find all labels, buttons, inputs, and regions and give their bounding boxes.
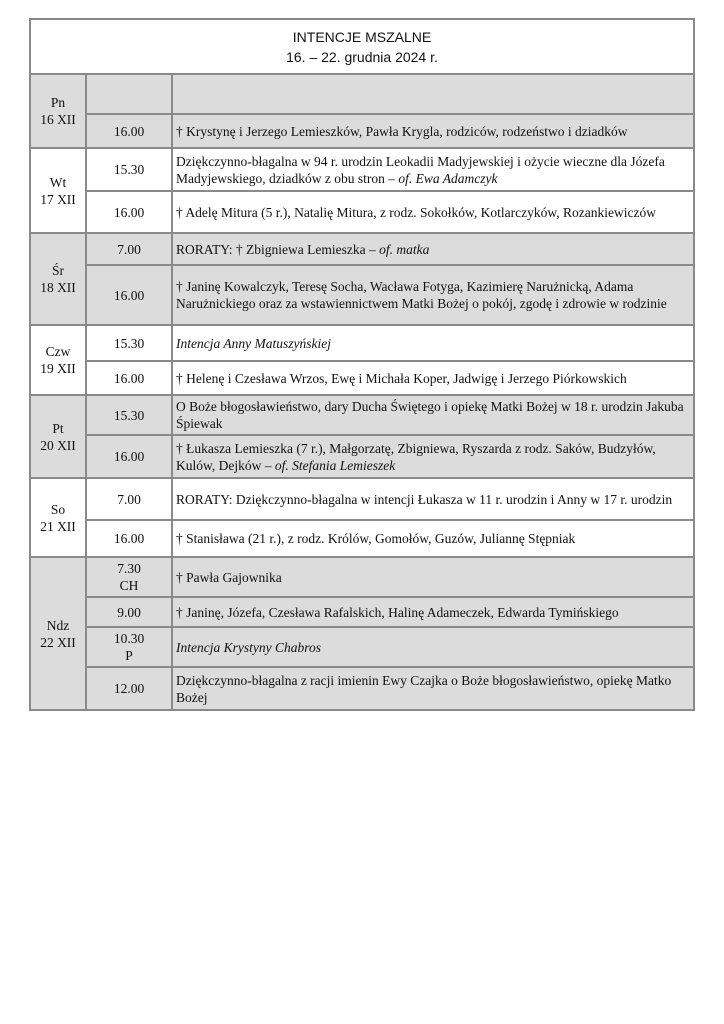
intention-cell: † Krystynę i Jerzego Lemieszków, Pawła Krygla, rodziców, rodzeństwo i dziadków [172,114,694,148]
day-cell [30,148,86,233]
day-cell [30,233,86,325]
time-cell: 16.00 [86,265,172,325]
time-cell: 15.30 [86,325,172,361]
table-header [30,19,694,74]
time-cell: 16.00 [86,361,172,395]
intentions-document [29,18,695,711]
mass-row [30,233,694,265]
day-date: 22 XII [40,634,76,650]
intention-italic: Intencja Krystyny Chabros [176,639,321,655]
mass-row [30,191,694,233]
day-name: Czw [45,344,71,359]
intention-cell: † Pawła Gajownika [172,557,694,597]
mass-row [30,325,694,361]
time-cell [86,557,172,597]
day-name: Pn [50,95,66,110]
mass-row [30,520,694,557]
day-cell [30,74,86,148]
intentions-table [29,18,695,711]
day-date: 20 XII [40,437,76,453]
day-name: Śr [51,263,64,278]
time-value: 7.30 [117,561,141,576]
offered-by: of. matka [379,241,430,257]
intention-cell [172,74,694,114]
time-cell: 9.00 [86,597,172,627]
day-name: Wt [49,174,67,190]
time-cell [86,74,172,114]
offered-by: of. Ewa Adamczyk [398,170,498,186]
day-date: 19 XII [40,361,76,376]
time-cell: 16.00 [86,435,172,478]
time-cell: 7.00 [86,478,172,520]
intention-cell: † Adelę Mitura (5 r.), Natalię Mitura, z rodz. Sokołków, Kotlarczyków, Rozankiewiczów [172,191,694,233]
mass-row [30,557,694,597]
mass-row [30,597,694,627]
mass-row [30,361,694,395]
intention-cell: O Boże błogosławieństwo, dary Ducha Świętego i opiekę Matki Bożej w 18 r. urodzin Jakuba Śpiewak [172,395,694,435]
intention-cell [172,627,694,667]
time-cell: 16.00 [86,114,172,148]
day-name: Ndz [46,617,70,633]
day-date: 21 XII [40,518,76,534]
mass-row [30,265,694,325]
intention-text: † Łukasza Lemieszka (7 r.), Małgorzatę, Zbigniewa, Ryszarda z rodz. Saków, Budzyłów, Kulów, Dejków – [176,440,656,473]
intention-cell [172,325,694,361]
time-cell [86,627,172,667]
mass-row [30,148,694,191]
day-date: 18 XII [40,280,76,295]
day-name: Pt [52,420,64,436]
mass-row [30,395,694,435]
mass-row [30,478,694,520]
mass-row [30,435,694,478]
intention-cell: † Helenę i Czesława Wrzos, Ewę i Michała Koper, Jadwigę i Jerzego Piórkowskich [172,361,694,395]
mass-row [30,74,694,114]
offered-by: of. Stefania Lemieszek [274,457,396,473]
date-range: 16. – 22. grudnia 2024 r. [286,48,438,65]
day-date: 17 XII [40,191,76,207]
intention-cell: † Janinę Kowalczyk, Teresę Socha, Wacława Fotyga, Kazimierę Narużnicką, Adama Narużnickiego oraz za wstawiennictwem Matki Bożej o pokój, zgodę i zdrowie w rodzinie [172,265,694,325]
time-cell: 16.00 [86,191,172,233]
day-cell [30,395,86,478]
intention-text: RORATY: † Zbigniewa Lemieszka – [176,241,380,257]
mass-row [30,627,694,667]
intention-cell: † Janinę, Józefa, Czesława Rafalskich, Halinę Adameczek, Edwarda Tymińskiego [172,597,694,627]
day-date: 16 XII [40,112,76,127]
intention-italic: Intencja Anny Matuszyńskiej [176,335,331,351]
mass-row [30,667,694,710]
header-row [30,19,694,74]
intention-cell [172,435,694,478]
intention-cell: † Stanisława (21 r.), z rodz. Królów, Gomołów, Guzów, Juliannę Stępniak [172,520,694,557]
day-cell [30,557,86,710]
time-value: 10.30 [113,631,145,646]
document-title: INTENCJE MSZALNE [292,28,432,45]
time-cell: 15.30 [86,148,172,191]
day-cell [30,325,86,395]
mass-row [30,114,694,148]
intention-text: Dziękczynno-błagalna w 94 r. urodzin Leokadii Madyjewskiej i ożycie wieczne dla Józefa Madyjewskiego, dziadków z obu stron – [176,153,665,186]
time-note: CH [119,578,139,593]
day-name: So [50,501,66,517]
time-note: P [125,648,133,663]
time-cell: 16.00 [86,520,172,557]
time-cell: 7.00 [86,233,172,265]
day-cell [30,478,86,557]
time-cell: 15.30 [86,395,172,435]
intention-cell [172,233,694,265]
intention-cell: RORATY: Dziękczynno-błagalna w intencji Łukasza w 11 r. urodzin i Anny w 17 r. urodzin [172,478,694,520]
intention-cell: Dziękczynno-błagalna z racji imienin Ewy Czajka o Boże błogosławieństwo, opiekę Matko Bożej [172,667,694,710]
intention-cell [172,148,694,191]
time-cell: 12.00 [86,667,172,710]
